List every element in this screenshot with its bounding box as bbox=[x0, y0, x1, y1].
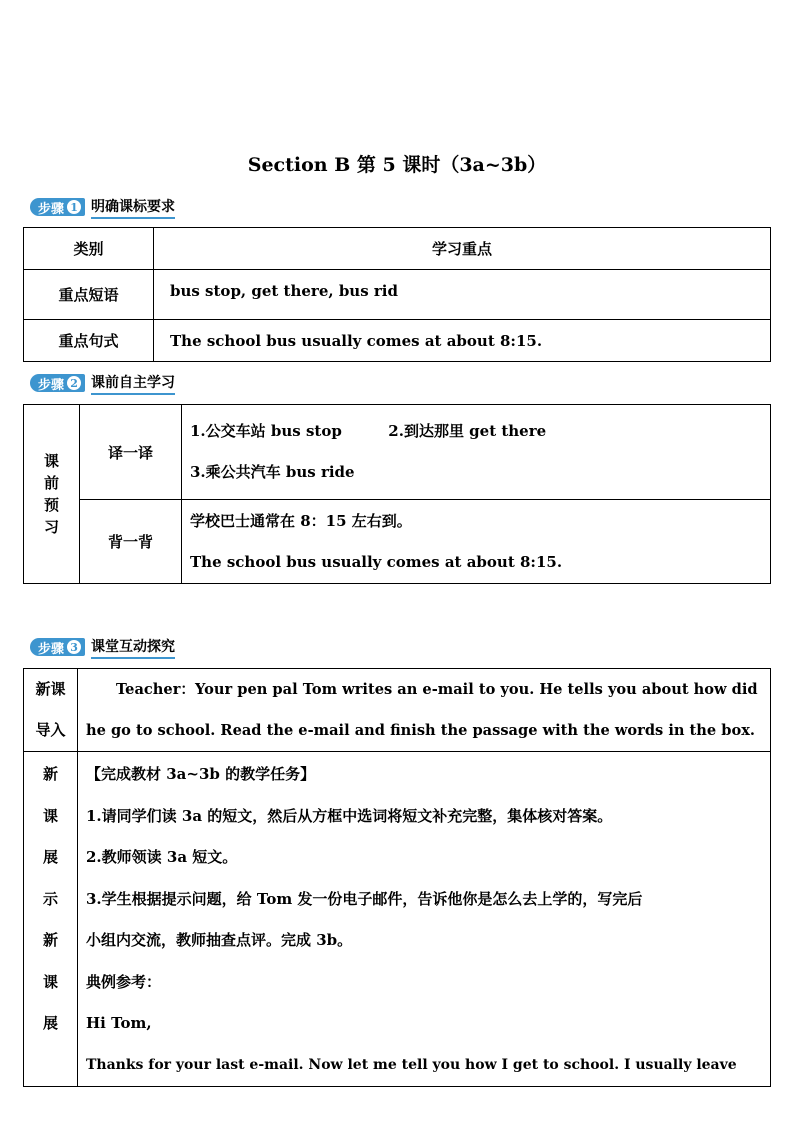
translate-content bbox=[182, 405, 771, 500]
display-label-char: 新 bbox=[42, 931, 58, 949]
step-number: 1 bbox=[67, 200, 81, 214]
row-value-phrases: bus stop, get there, bus rid bbox=[154, 270, 771, 320]
display-label-char: 示 bbox=[42, 889, 58, 908]
translate-line-2: 2.到达那里 get there bbox=[388, 422, 547, 440]
display-line: 【完成教材 3a~3b 的教学任务】 bbox=[86, 765, 316, 783]
step-1-heading bbox=[30, 197, 175, 217]
preview-table bbox=[23, 404, 771, 584]
step-label: 步骤 bbox=[38, 641, 65, 657]
table-header-category: 类别 bbox=[24, 228, 154, 270]
display-line: 小组内交流，教师抽查点评。完成 3b。 bbox=[86, 931, 353, 949]
display-label-char: 展 bbox=[42, 848, 58, 866]
step-2-heading bbox=[30, 373, 175, 393]
intro-label-line-2: 导入 bbox=[35, 721, 66, 739]
display-label-char: 展 bbox=[42, 1014, 58, 1032]
row-label-phrases: 重点短语 bbox=[24, 270, 154, 320]
display-label-char: 课 bbox=[42, 806, 58, 825]
step-badge bbox=[30, 198, 85, 216]
display-line: Thanks for your last e-mail. Now let me tell you how I get to school. I usually leave bbox=[86, 1056, 737, 1073]
display-content bbox=[78, 752, 771, 1087]
step-badge bbox=[30, 374, 85, 392]
step-number: 2 bbox=[67, 376, 81, 390]
preview-side-text: 课前预习 bbox=[44, 452, 60, 536]
preview-side-label bbox=[24, 405, 80, 584]
step-label: 步骤 bbox=[38, 377, 65, 393]
step-title: 课前自主学习 bbox=[91, 372, 175, 395]
step-badge bbox=[30, 638, 85, 656]
step-title: 课堂互动探究 bbox=[91, 636, 175, 659]
row-label-sentences: 重点句式 bbox=[24, 320, 154, 362]
step-number: 3 bbox=[67, 640, 81, 654]
display-line: Hi Tom, bbox=[86, 1014, 152, 1032]
display-label bbox=[24, 752, 78, 1087]
display-line: 典例参考： bbox=[86, 972, 162, 991]
recite-line-1: 学校巴士通常在 8：15 左右到。 bbox=[190, 511, 412, 530]
step-label: 步骤 bbox=[38, 201, 65, 217]
recite-content bbox=[182, 500, 771, 584]
display-label-char: 新 bbox=[42, 765, 58, 783]
translate-line-1: 1.公交车站 bus stop bbox=[190, 422, 342, 440]
translate-line-3: 3.乘公共汽车 bus ride bbox=[190, 463, 355, 481]
recite-line-2: The school bus usually comes at about 8:15. bbox=[190, 552, 563, 571]
display-label-char: 课 bbox=[42, 972, 58, 991]
translate-label: 译一译 bbox=[80, 405, 182, 500]
objectives-table bbox=[23, 227, 771, 362]
display-line: 2.教师领读 3a 短文。 bbox=[86, 848, 238, 866]
step-title: 明确课标要求 bbox=[91, 196, 175, 219]
intro-line-2: he go to school. Read the e-mail and finish the passage with the words in the box. bbox=[86, 722, 755, 739]
display-line: 1.请同学们读 3a 的短文，然后从方框中选词将短文补充完整，集体核对答案。 bbox=[86, 806, 613, 825]
step-3-heading bbox=[30, 637, 175, 657]
display-line: 3.学生根据提示问题，给 Tom 发一份电子邮件，告诉他你是怎么去上学的，写完后 bbox=[86, 889, 643, 908]
table-header-focus: 学习重点 bbox=[154, 228, 771, 270]
intro-line-1: Teacher：Your pen pal Tom writes an e-mail to you. He tells you about how did bbox=[116, 681, 758, 698]
intro-content bbox=[78, 669, 771, 752]
classroom-table bbox=[23, 668, 771, 1087]
row-value-sentences: The school bus usually comes at about 8:15. bbox=[154, 320, 771, 362]
intro-label bbox=[24, 669, 78, 752]
recite-label: 背一背 bbox=[80, 500, 182, 584]
page-title: Section B 第 5 课时（3a~3b） bbox=[247, 154, 547, 176]
intro-label-line-1: 新课 bbox=[35, 680, 66, 698]
